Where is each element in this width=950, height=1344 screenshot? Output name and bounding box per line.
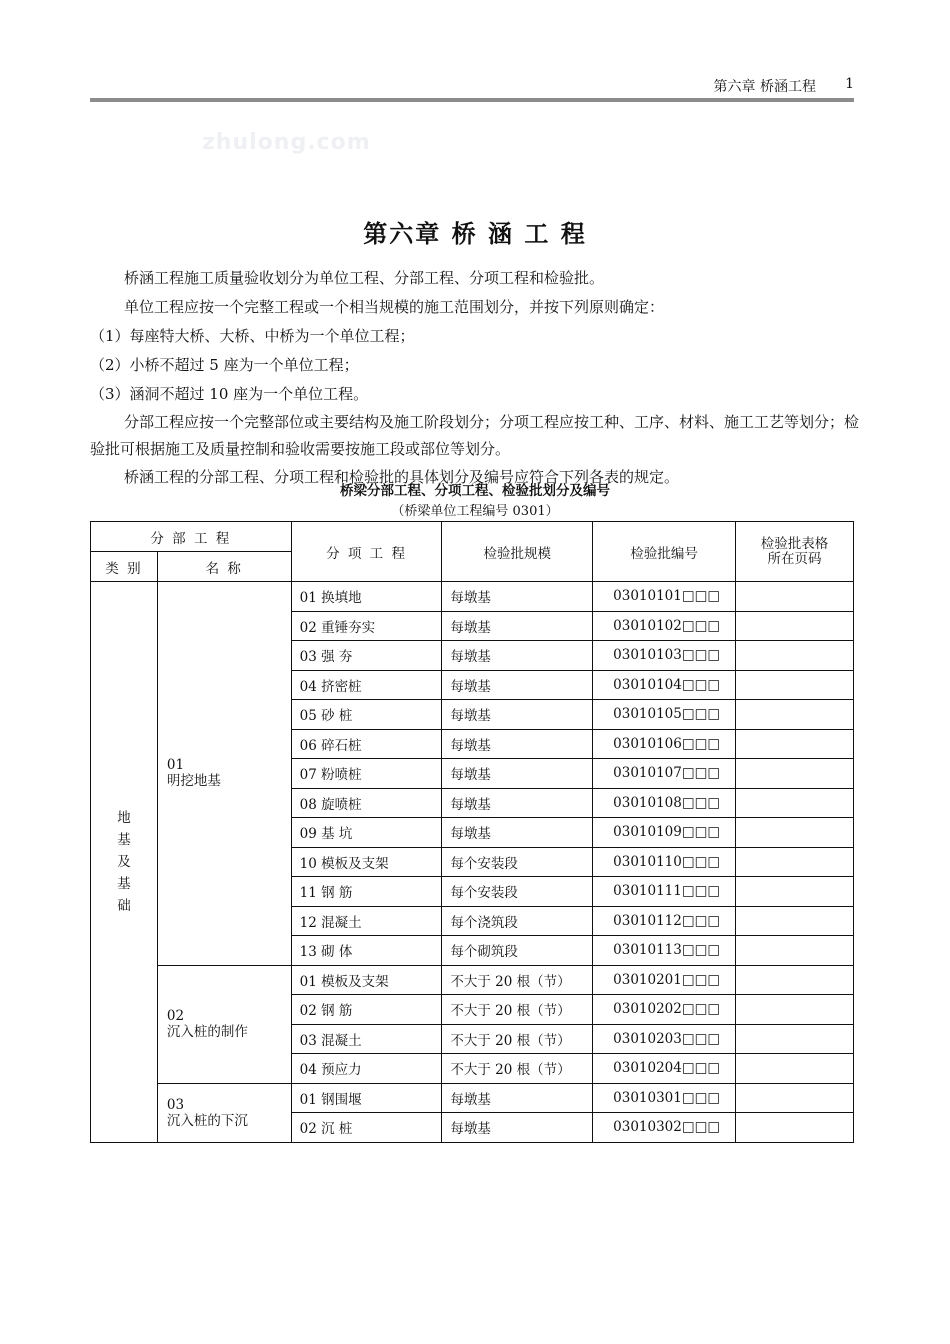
code-cell: 03010102□□□ — [593, 611, 736, 641]
subitem-cell: 07 粉喷桩 — [291, 759, 442, 789]
code-cell: 03010302□□□ — [593, 1113, 736, 1143]
subitem-cell: 01 模板及支架 — [291, 965, 442, 995]
scale-cell: 每个砌筑段 — [442, 936, 593, 966]
scale-cell: 每墩基 — [442, 818, 593, 848]
table-row — [91, 582, 854, 612]
subitem-cell: 02 沉 桩 — [291, 1113, 442, 1143]
subitem-cell: 01 换填地 — [291, 582, 442, 612]
code-cell: 03010108□□□ — [593, 788, 736, 818]
body-text — [90, 264, 860, 492]
page-cell — [736, 906, 854, 936]
scale-cell: 每个安装段 — [442, 847, 593, 877]
page-cell — [736, 877, 854, 907]
subitem-cell: 09 基 坑 — [291, 818, 442, 848]
page-cell — [736, 1024, 854, 1054]
paragraph: 桥涵工程的分部工程、分项工程和检验批的具体划分及编号应符合下列各表的规定。 — [124, 468, 680, 486]
header-chapter: 第六章 桥涵工程 — [713, 79, 816, 95]
subitem-cell: 01 钢围堰 — [291, 1083, 442, 1113]
subitem-cell: 12 混凝土 — [291, 906, 442, 936]
division-code: 01 — [166, 757, 185, 774]
header-category: 类 别 — [91, 552, 158, 582]
division-name-cell — [157, 582, 291, 966]
division-name: 沉入桩的下沉 — [166, 1112, 248, 1129]
code-cell: 03010201□□□ — [593, 965, 736, 995]
scale-cell: 每墩基 — [442, 641, 593, 671]
subitem-cell: 05 砂 桩 — [291, 700, 442, 730]
subitem-cell: 06 碎石桩 — [291, 729, 442, 759]
code-cell: 03010107□□□ — [593, 759, 736, 789]
code-cell: 03010202□□□ — [593, 995, 736, 1025]
header-division: 分 部 工 程 — [91, 522, 292, 552]
subitem-cell: 03 混凝土 — [291, 1024, 442, 1054]
scale-cell: 每墩基 — [442, 1083, 593, 1113]
subitem-cell: 04 挤密桩 — [291, 670, 442, 700]
code-cell: 03010103□□□ — [593, 641, 736, 671]
table-row — [91, 965, 854, 995]
scale-cell: 不大于 20 根（节） — [442, 995, 593, 1025]
page-cell — [736, 818, 854, 848]
header-name: 名 称 — [157, 552, 291, 582]
code-cell: 03010106□□□ — [593, 729, 736, 759]
subitem-cell: 10 模板及支架 — [291, 847, 442, 877]
division-code: 03 — [166, 1096, 185, 1113]
page-cell — [736, 670, 854, 700]
subitem-cell: 02 重锤夯实 — [291, 611, 442, 641]
header-rule — [90, 98, 854, 102]
list-item: （1）每座特大桥、大桥、中桥为一个单位工程； — [90, 327, 415, 345]
code-cell: 03010101□□□ — [593, 582, 736, 612]
code-cell: 03010204□□□ — [593, 1054, 736, 1084]
page-cell — [736, 965, 854, 995]
division-name: 明挖地基 — [166, 773, 221, 790]
scale-cell: 每墩基 — [442, 670, 593, 700]
page-cell — [736, 1054, 854, 1084]
scale-cell: 每墩基 — [442, 700, 593, 730]
header-code: 检验批编号 — [593, 522, 736, 582]
table-subtitle: （桥梁单位工程编号 0301） — [391, 504, 559, 519]
category-label: 地基及基础 — [117, 809, 131, 914]
subitem-cell: 08 旋喷桩 — [291, 788, 442, 818]
scale-cell: 不大于 20 根（节） — [442, 965, 593, 995]
page-cell — [736, 641, 854, 671]
subitem-cell: 13 砌 体 — [291, 936, 442, 966]
page-cell — [736, 995, 854, 1025]
page-cell — [736, 582, 854, 612]
code-cell: 03010110□□□ — [593, 847, 736, 877]
header-scale: 检验批规模 — [442, 522, 593, 582]
table-body — [91, 582, 854, 1143]
code-cell: 03010111□□□ — [593, 877, 736, 907]
code-cell: 03010113□□□ — [593, 936, 736, 966]
scale-cell: 每墩基 — [442, 788, 593, 818]
header-subitem: 分 项 工 程 — [291, 522, 442, 582]
watermark: zhulong.com — [202, 130, 371, 155]
page-number: 1 — [845, 76, 854, 92]
division-code: 02 — [166, 1008, 185, 1024]
scale-cell: 不大于 20 根（节） — [442, 1054, 593, 1084]
table-row — [91, 1083, 854, 1113]
code-cell: 03010203□□□ — [593, 1024, 736, 1054]
paragraph: 分部工程应按一个完整部位或主要结构及施工阶段划分；分项工程应按工种、工序、材料、施工工艺等划分；检验批可根据施工及质量控制和验收需要按施工段或部位等划分。 — [90, 413, 860, 458]
paragraph: 桥涵工程施工质量验收划分为单位工程、分部工程、分项工程和检验批。 — [124, 269, 605, 287]
code-cell: 03010301□□□ — [593, 1083, 736, 1113]
category-cell — [91, 582, 158, 1143]
page-cell — [736, 611, 854, 641]
scale-cell: 每墩基 — [442, 611, 593, 641]
scale-cell: 每墩基 — [442, 729, 593, 759]
division-name: 沉入桩的制作 — [166, 1024, 248, 1040]
code-cell: 03010109□□□ — [593, 818, 736, 848]
scale-cell: 不大于 20 根（节） — [442, 1024, 593, 1054]
page-cell — [736, 1083, 854, 1113]
paragraph: 单位工程应按一个完整工程或一个相当规模的施工范围划分，并按下列原则确定： — [124, 298, 665, 316]
page-title: 第六章 桥 涵 工 程 — [363, 220, 587, 248]
code-cell: 03010104□□□ — [593, 670, 736, 700]
page-cell — [736, 759, 854, 789]
page-cell — [736, 788, 854, 818]
list-item: （3）涵洞不超过 10 座为一个单位工程。 — [90, 385, 369, 403]
subitem-cell: 02 钢 筋 — [291, 995, 442, 1025]
page-cell — [736, 847, 854, 877]
page-header — [90, 76, 854, 96]
list-item: （2）小桥不超过 5 座为一个单位工程； — [90, 356, 359, 374]
scale-cell: 每墩基 — [442, 759, 593, 789]
subitem-cell: 04 预应力 — [291, 1054, 442, 1084]
table-title: 桥梁分部工程、分项工程、检验批划分及编号 — [340, 483, 610, 499]
code-cell: 03010105□□□ — [593, 700, 736, 730]
scale-cell: 每个浇筑段 — [442, 906, 593, 936]
page-cell — [736, 729, 854, 759]
page-cell — [736, 700, 854, 730]
scale-cell: 每个安装段 — [442, 877, 593, 907]
code-cell: 03010112□□□ — [593, 906, 736, 936]
division-name-cell — [157, 965, 291, 1083]
subitem-cell: 11 钢 筋 — [291, 877, 442, 907]
page-cell — [736, 1113, 854, 1143]
division-table — [90, 521, 854, 1143]
division-name-cell — [157, 1083, 291, 1142]
page-cell — [736, 936, 854, 966]
scale-cell: 每墩基 — [442, 1113, 593, 1143]
subitem-cell: 03 强 夯 — [291, 641, 442, 671]
scale-cell: 每墩基 — [442, 582, 593, 612]
header-page: 检验批表格所在页码 — [736, 522, 854, 582]
